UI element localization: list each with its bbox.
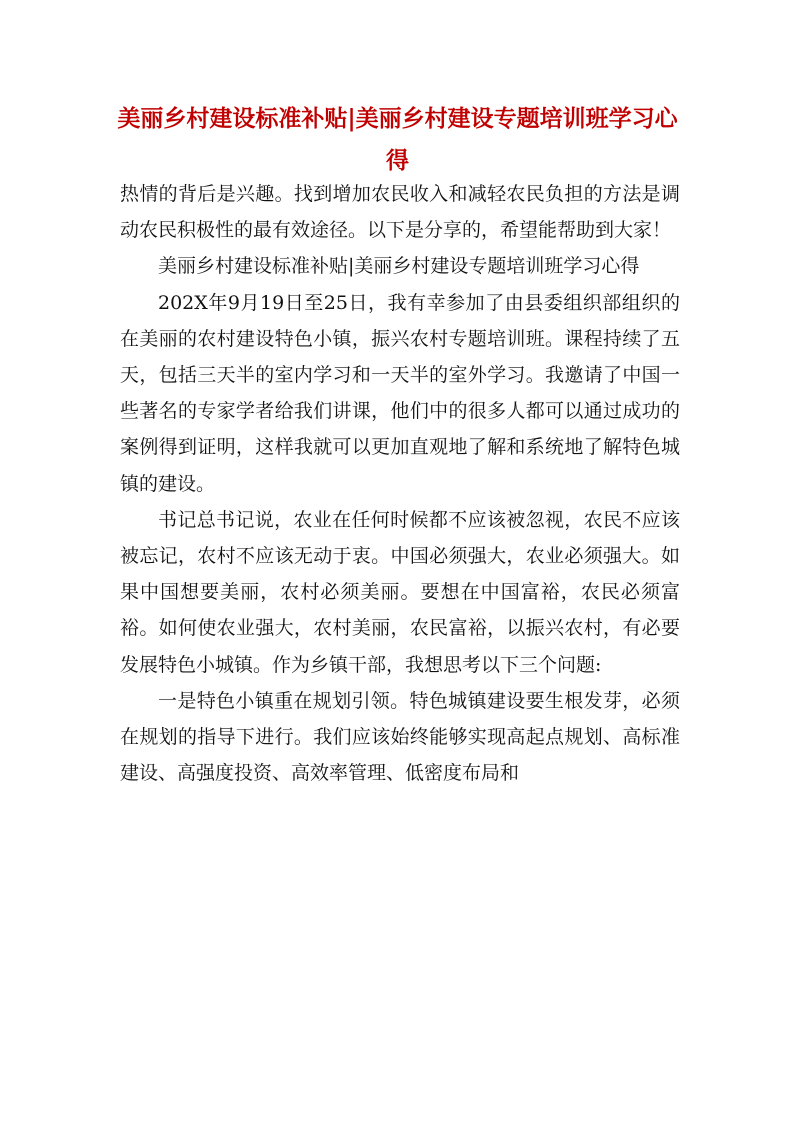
subtitle-paragraph: 美丽乡村建设标准补贴|美丽乡村建设专题培训班学习心得 bbox=[158, 255, 640, 278]
body-paragraph: 202X年9月19日至25日，我有幸参加了由县委组织部组织的在美丽的农村建设特色小镇，振兴农村专题培训班。课程持续了五天，包括三天半的室内学习和一天半的室外学习。我邀请了中国一些著名的专家学者给我们讲课，他们中的很多人都可以通过成功的案例得到证明，这样我就可以更加直观地了解和系统地了解特色城镇的建设。 bbox=[120, 291, 680, 495]
body-paragraph: 书记总书记说，农业在任何时候都不应该被忽视，农民不应该被忘记，农村不应该无动于衷。中国必须强大，农业必须强大。如果中国想要美丽，农村必须美丽。要想在中国富裕，农民必须富裕。如何使农业强大，农村美丽，农民富裕，以振兴农村，有必要发展特色小城镇。作为乡镇干部，我想思考以下三个问题: bbox=[120, 508, 680, 676]
intro-paragraph: 热情的背后是兴趣。找到增加农民收入和减轻农民负担的方法是调动农民积极性的最有效途径。以下是分享的，希望能帮助到大家！ bbox=[120, 183, 680, 242]
document-title: 美丽乡村建设标准补贴|美丽乡村建设专题培训班学习心得 bbox=[117, 105, 678, 174]
document-body bbox=[120, 176, 680, 791]
body-paragraph: 一是特色小镇重在规划引领。特色城镇建设要生根发芽，必须在规划的指导下进行。我们应该始终能够实现高起点规划、高标准建设、高强度投资、高效率管理、低密度布局和 bbox=[120, 689, 680, 785]
